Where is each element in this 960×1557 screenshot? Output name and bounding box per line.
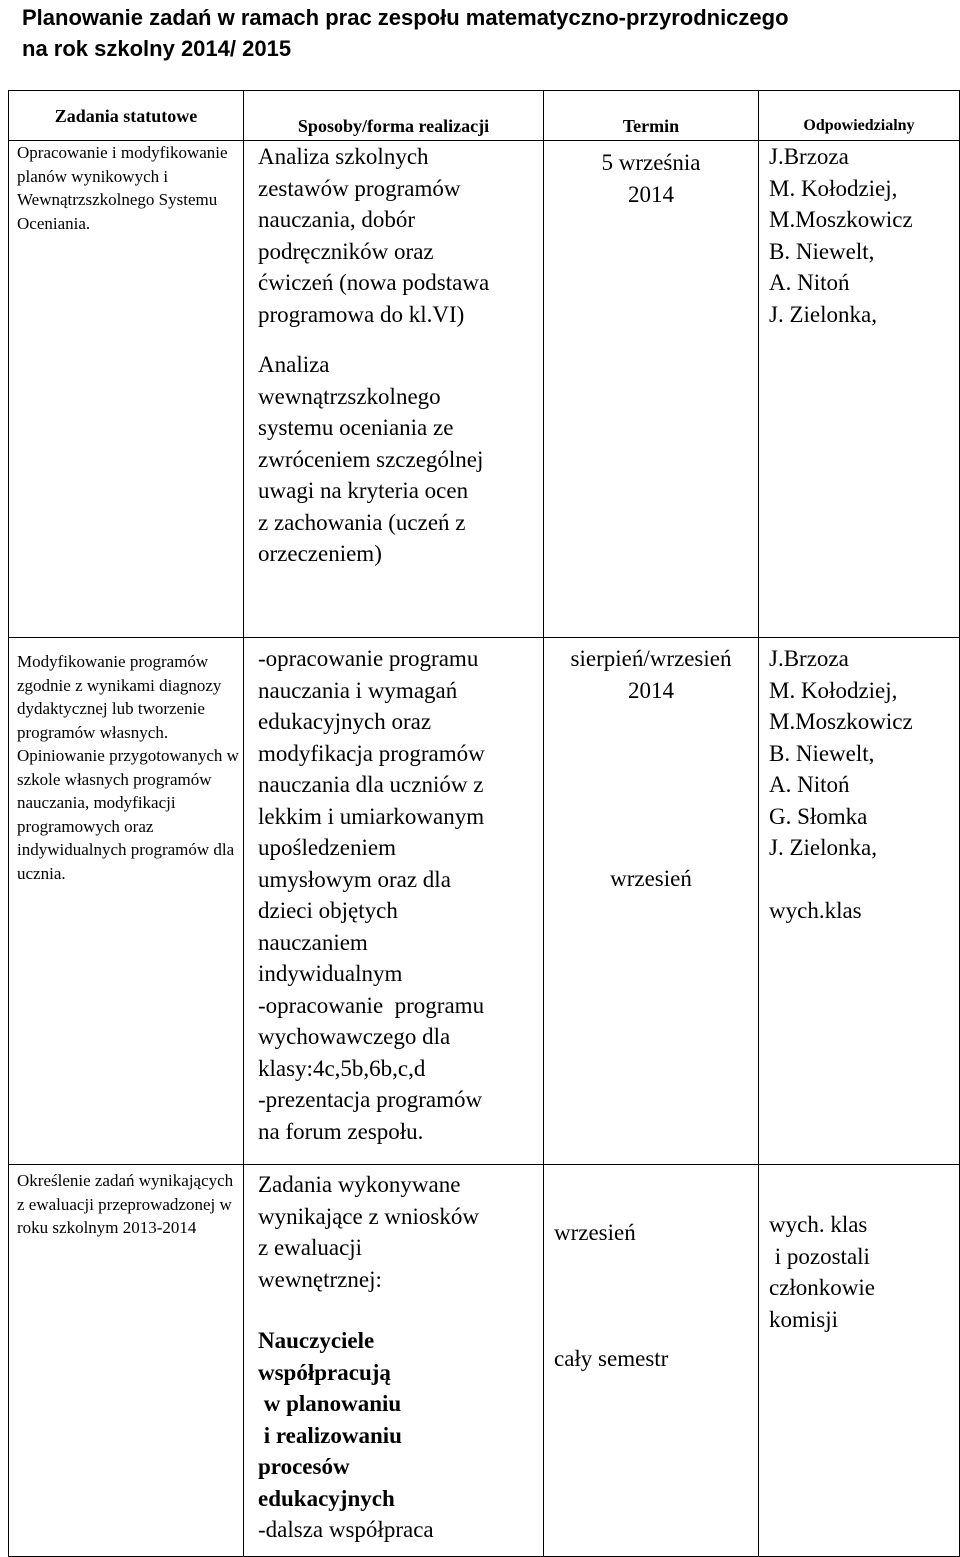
method-line: Analiza szkolnych — [258, 144, 429, 169]
responsible-line: i pozostali — [769, 1243, 870, 1269]
task-cell: Opracowanie i modyfikowanie planów wynikowych i Wewnątrzszkolnego Systemu Oceniania. — [9, 141, 244, 638]
method-line: z ewaluacji — [258, 1235, 363, 1260]
page-title — [22, 2, 942, 64]
term-cell — [544, 1165, 759, 1557]
spacer — [258, 1295, 537, 1325]
responsible-line: komisji — [769, 1306, 839, 1332]
method-line: -opracowanie programu — [258, 646, 479, 671]
spacer — [769, 864, 955, 895]
method-line: Zadania wykonywane — [258, 1172, 461, 1197]
responsible-line: B. Niewelt, — [769, 740, 875, 766]
method-line: edukacyjnych oraz — [258, 709, 432, 734]
spacer — [554, 1249, 752, 1343]
method-line: wewnątrzszkolnego — [258, 383, 441, 409]
method-line: -opracowanie programu — [258, 992, 485, 1018]
table-row — [9, 1165, 960, 1557]
method-line: Analiza — [258, 352, 330, 377]
method-line: zwróceniem szczególnej — [258, 446, 484, 472]
responsible-cell — [759, 638, 960, 1165]
method-line: zestawów programów — [258, 175, 461, 201]
term-cell — [544, 638, 759, 1165]
method-line: programowa do kl.VI) — [258, 301, 465, 327]
term-line: sierpień/wrzesień — [570, 646, 732, 671]
method-line: indywidualnym — [258, 961, 403, 986]
table-row — [9, 141, 960, 638]
term-line: 2014 — [628, 181, 674, 207]
method-line-bold: Nauczyciele — [258, 1328, 375, 1353]
method-line: uwagi na kryteria ocen — [258, 478, 469, 503]
method-line: nauczania dla uczniów z — [258, 772, 484, 797]
term-line: 5 września — [601, 150, 701, 175]
task-cell: Modyfikowanie programów zgodnie z wynikami diagnozy dydaktycznej lub tworzenie programów własnych. Opiniowanie przygotowanych w szkole własnych programów nauczania, modyfikacji programowych oraz indywidualnych programów dla ucznia. — [9, 638, 244, 1165]
method-line: dzieci objętych — [258, 898, 398, 923]
method-line: wynikające z wniosków — [258, 1203, 479, 1229]
responsible-line: M.Moszkowicz — [769, 207, 913, 232]
method-cell — [244, 638, 544, 1165]
method-line: nauczania i wymagań — [258, 677, 458, 703]
responsible-line: B. Niewelt, — [769, 238, 875, 264]
method-cell — [244, 141, 544, 638]
term-line: wrzesień — [554, 1220, 636, 1245]
method-line-bold: w planowaniu — [258, 1391, 402, 1416]
method-line-bold: i realizowaniu — [258, 1422, 402, 1448]
method-line: upośledzeniem — [258, 835, 396, 860]
method-line: systemu oceniania ze — [258, 415, 454, 440]
responsible-line: J.Brzoza — [769, 144, 849, 169]
method-line: wychowawczego dla — [258, 1024, 451, 1049]
method-line: ćwiczeń (nowa podstawa — [258, 270, 490, 295]
method-line-bold: procesów — [258, 1454, 350, 1479]
responsible-line: M. Kołodziej, — [769, 175, 898, 201]
method-line: klasy:4c,5b,6b,c,d — [258, 1055, 426, 1081]
method-line-bold: edukacyjnych — [258, 1485, 395, 1511]
table-row — [9, 638, 960, 1165]
method-line: na forum zespołu. — [258, 1118, 424, 1144]
term-line: cały semestr — [554, 1345, 669, 1371]
term-line: wrzesień — [610, 866, 692, 891]
method-cell — [244, 1165, 544, 1557]
method-line: modyfikacja programów — [258, 740, 485, 766]
method-line: nauczaniem — [258, 929, 368, 955]
spacer — [544, 706, 758, 863]
responsible-line: A. Nitoń — [769, 270, 850, 295]
header-tasks: Zadania statutowe — [9, 91, 244, 141]
responsible-cell — [759, 1165, 960, 1557]
responsible-line: J.Brzoza — [769, 646, 849, 671]
header-row — [9, 91, 960, 141]
spacer — [258, 330, 537, 349]
method-line: z zachowania (uczeń z — [258, 509, 466, 535]
header-responsible: Odpowiedzialny — [759, 91, 960, 141]
planning-table — [8, 90, 960, 1557]
method-line: lekkim i umiarkowanym — [258, 803, 485, 829]
responsible-line: J. Zielonka, — [769, 835, 877, 860]
responsible-line: M.Moszkowicz — [769, 709, 913, 734]
responsible-line: wych.klas — [769, 897, 862, 923]
responsible-line: G. Słomka — [769, 803, 868, 829]
task-cell: Określenie zadań wynikających z ewaluacji przeprowadzonej w roku szkolnym 2013-2014 — [9, 1165, 244, 1557]
responsible-cell — [759, 141, 960, 638]
method-line-bold: współpracują — [258, 1359, 391, 1385]
responsible-line: J. Zielonka, — [769, 301, 877, 327]
page-title-line-2: na rok szkolny 2014/ 2015 — [22, 36, 292, 61]
method-line: -prezentacja programów — [258, 1087, 483, 1112]
page-title-line-1: Planowanie zadań w ramach prac zespołu matematyczno-przyrodniczego — [22, 5, 789, 30]
responsible-line: M. Kołodziej, — [769, 677, 898, 703]
method-line: orzeczeniem) — [258, 541, 382, 566]
term-line: 2014 — [628, 677, 674, 703]
header-methods: Sposoby/forma realizacji — [244, 91, 544, 141]
responsible-line: A. Nitoń — [769, 772, 850, 797]
method-line: podręczników oraz — [258, 238, 434, 264]
method-line: -dalsza współpraca — [258, 1517, 434, 1542]
method-line: umysłowym oraz dla — [258, 866, 451, 892]
method-line: wewnętrznej: — [258, 1266, 382, 1292]
responsible-line: wych. klas — [769, 1212, 868, 1237]
term-cell — [544, 141, 759, 638]
header-term: Termin — [544, 91, 759, 141]
method-line: nauczania, dobór — [258, 207, 416, 232]
responsible-line: członkowie — [769, 1275, 876, 1300]
